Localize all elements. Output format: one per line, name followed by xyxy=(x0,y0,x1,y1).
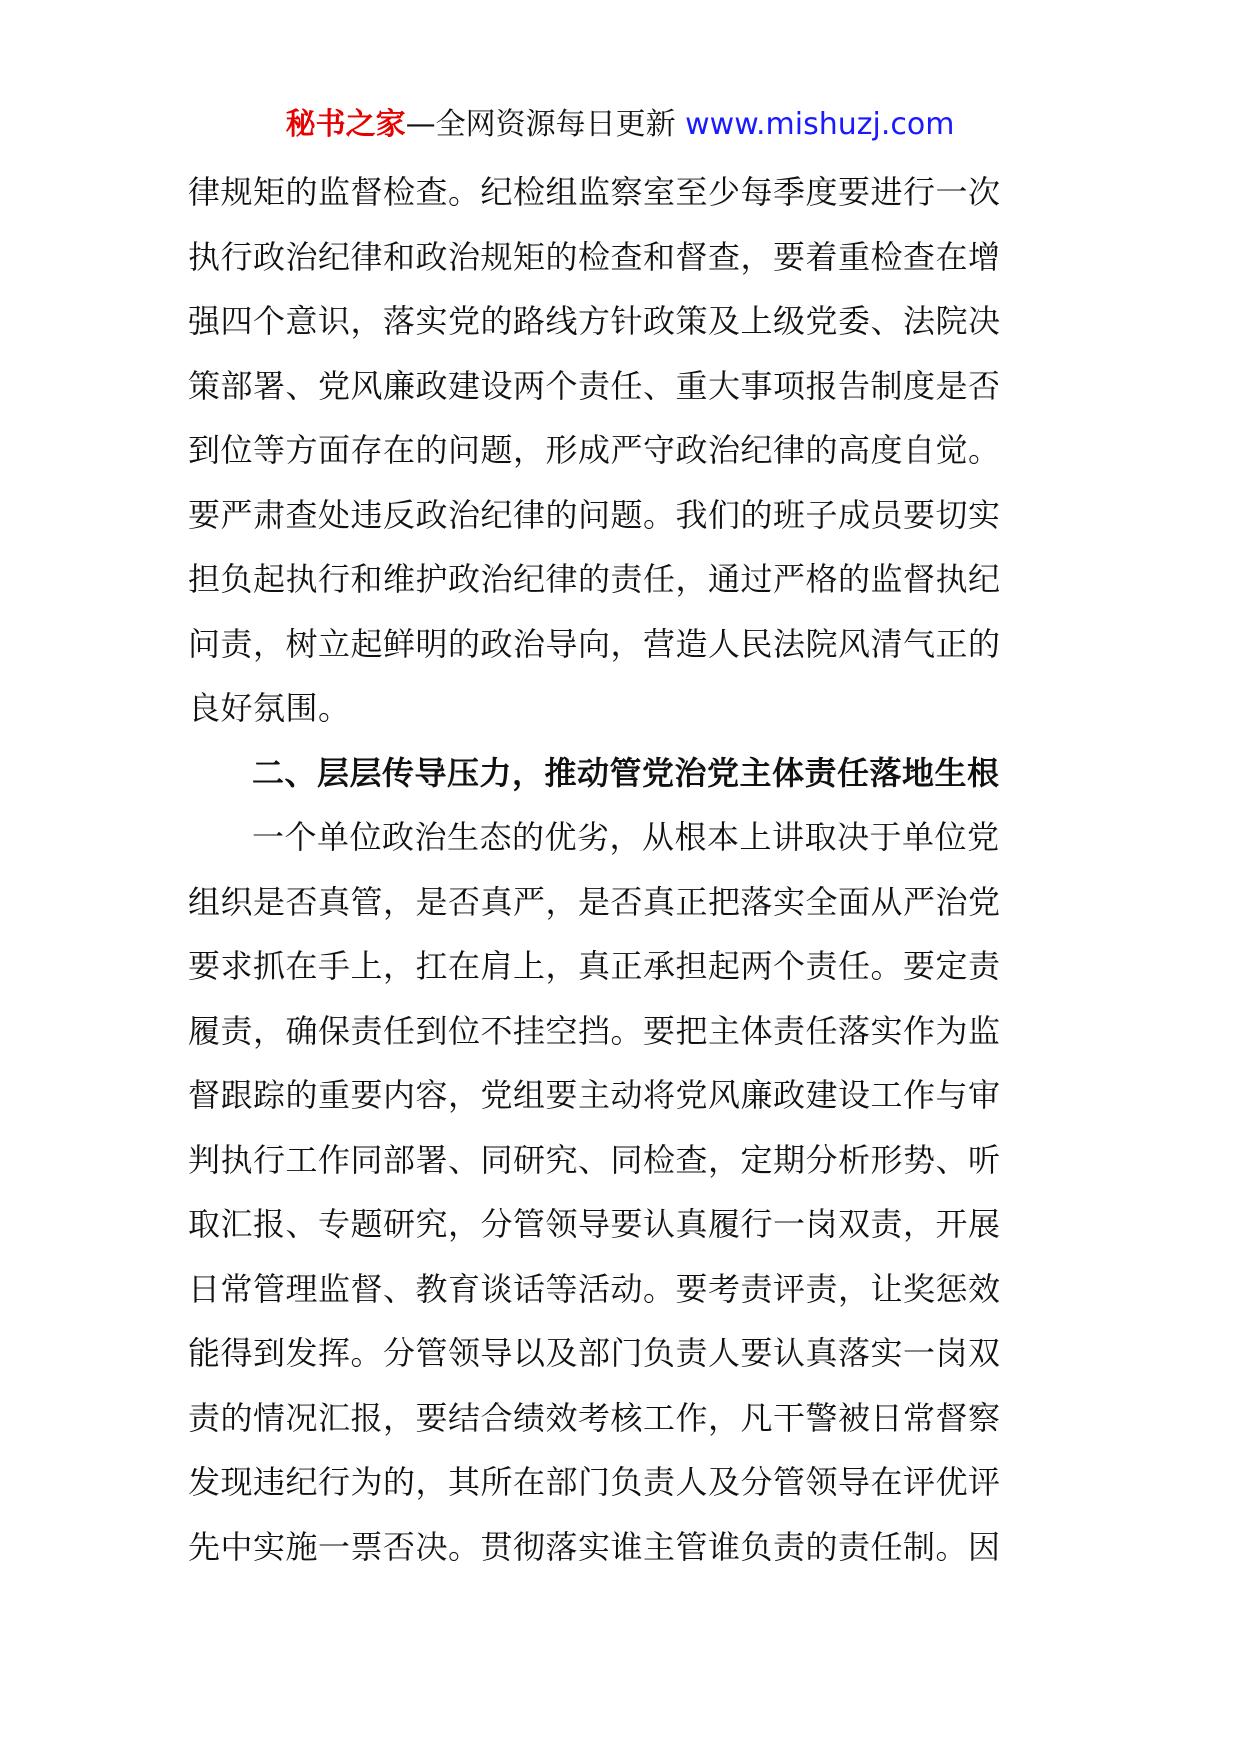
paragraph-line: 要严肃查处违反政治纪律的问题。我们的班子成员要切实 xyxy=(188,495,1001,534)
paragraph-line: 良好氛围。 xyxy=(188,689,351,727)
paragraph-line: 到位等方面存在的问题，形成严守政治纪律的高度自觉。 xyxy=(188,431,1001,469)
paragraph-line: 律规矩的监督检查。纪检组监察室至少每季度要进行一次 xyxy=(188,173,1001,211)
paragraph-line: 执行政治纪律和政治规矩的检查和督查，要着重检查在增 xyxy=(188,237,1001,276)
header-tagline: —全网资源每日更新 xyxy=(405,107,686,142)
paragraph-line: 履责，确保责任到位不挂空挡。要把主体责任落实作为监 xyxy=(188,1011,1001,1050)
paragraph-line: 日常管理监督、教育谈话等活动。要考责评责，让奖惩效 xyxy=(188,1269,1001,1308)
paragraph-line: 先中实施一票否决。贯彻落实谁主管谁负责的责任制。因 xyxy=(188,1527,1001,1566)
paragraph-line: 要求抓在手上，扛在肩上，真正承担起两个责任。要定责 xyxy=(188,947,1001,985)
page-header xyxy=(0,100,1240,150)
paragraph-line: 取汇报、专题研究，分管领导要认真履行一岗双责，开展 xyxy=(188,1205,1001,1243)
paragraph-line: 担负起执行和维护政治纪律的责任，通过严格的监督执纪 xyxy=(188,560,1001,598)
brand-name: 秘书之家 xyxy=(285,107,406,142)
document-body xyxy=(188,160,1052,1579)
paragraph-line: 责的情况汇报，要结合绩效考核工作，凡干警被日常督察 xyxy=(188,1398,1001,1437)
paragraph-line: 组织是否真管，是否真严，是否真正把落实全面从严治党 xyxy=(188,882,1001,921)
paragraph-line: 强四个意识，落实党的路线方针政策及上级党委、法院决 xyxy=(188,302,1001,340)
paragraph-line: 发现违纪行为的，其所在部门负责人及分管领导在评优评 xyxy=(188,1463,1001,1501)
paragraph-line: 督跟踪的重要内容，党组要主动将党风廉政建设工作与审 xyxy=(188,1076,1001,1114)
paragraph-line: 一个单位政治生态的优劣，从根本上讲取决于单位党 xyxy=(252,818,1000,856)
paragraph-line: 能得到发挥。分管领导以及部门负责人要认真落实一岗双 xyxy=(188,1334,1001,1372)
paragraph-line: 问责，树立起鲜明的政治导向，营造人民法院风清气正的 xyxy=(188,624,1001,663)
paragraph-line: 判执行工作同部署、同研究、同检查，定期分析形势、听 xyxy=(188,1140,1001,1179)
section-heading: 二、层层传导压力，推动管党治党主体责任落地生根 xyxy=(252,753,1000,792)
paragraph-line: 策部署、党风廉政建设两个责任、重大事项报告制度是否 xyxy=(188,366,1001,405)
site-url[interactable]: www.mishuzj.com xyxy=(685,107,955,142)
